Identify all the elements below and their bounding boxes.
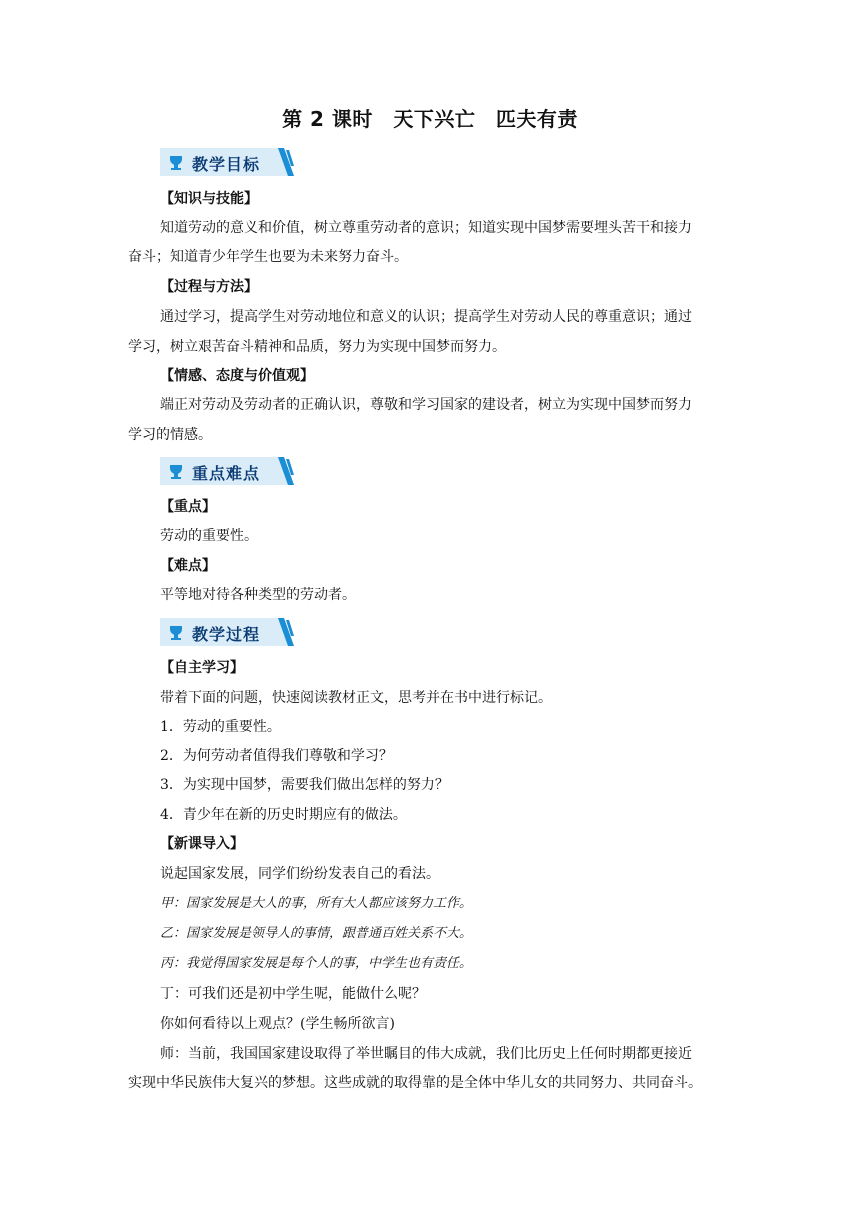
paragraph-line: 学习的情感。 [128, 427, 212, 443]
paragraph-line: 平等地对待各种类型的劳动者。 [160, 587, 356, 603]
section-banner-process [160, 618, 294, 646]
paragraph-line: 说起国家发展，同学们纷纷发表自己的看法。 [160, 866, 440, 882]
dialogue-line: 乙：国家发展是领导人的事情，跟普通百姓关系不大。 [160, 926, 473, 941]
section-banner-goals [160, 148, 294, 176]
paragraph-line: 端正对劳动及劳动者的正确认识，尊敬和学习国家的建设者，树立为实现中国梦而努力 [160, 397, 692, 413]
banner-label: 教学目标 [192, 155, 261, 174]
heading-self-study: 【自主学习】 [160, 660, 244, 676]
dialogue-line: 丙：我觉得国家发展是每个人的事，中学生也有责任。 [160, 956, 473, 971]
paragraph-line: 学习，树立艰苦奋斗精神和品质，努力为实现中国梦而努力。 [128, 339, 506, 355]
dialogue-line: 丁：可我们还是初中学生呢，能做什么呢？ [160, 986, 426, 1002]
banner-label: 重点难点 [192, 464, 261, 483]
question-item: 2．为何劳动者值得我们尊敬和学习？ [160, 748, 393, 764]
section-banner-key [160, 457, 294, 485]
paragraph-line: 实现中华民族伟大复兴的梦想。这些成就的取得靠的是全体中华儿女的共同努力、共同奋斗。 [128, 1075, 702, 1091]
heading-new-lesson: 【新课导入】 [160, 836, 244, 852]
paragraph-line: 奋斗；知道青少年学生也要为未来努力奋斗。 [128, 249, 408, 265]
question-item: 3．为实现中国梦，需要我们做出怎样的努力？ [160, 777, 449, 793]
heading-difficulty: 【难点】 [160, 558, 216, 574]
heading-process-method: 【过程与方法】 [160, 279, 258, 295]
lesson-title: 第 2 课时 天下兴亡 匹夫有责 [282, 107, 578, 131]
heading-emotion: 【情感、态度与价值观】 [160, 368, 314, 384]
paragraph-line: 带着下面的问题，快速阅读教材正文，思考并在书中进行标记。 [160, 690, 552, 706]
paragraph-line: 通过学习，提高学生对劳动地位和意义的认识；提高学生对劳动人民的尊重意识；通过 [160, 309, 692, 325]
question-item: 1．劳动的重要性。 [160, 719, 281, 735]
paragraph-line: 知道劳动的意义和价值，树立尊重劳动者的意识；知道实现中国梦需要埋头苦干和接力 [160, 220, 692, 236]
paragraph-line: 劳动的重要性。 [160, 528, 258, 544]
banner-label: 教学过程 [192, 625, 261, 644]
question-item: 4．青少年在新的历史时期应有的做法。 [160, 807, 407, 823]
heading-knowledge: 【知识与技能】 [160, 191, 258, 207]
dialogue-line: 甲：国家发展是大人的事，所有大人都应该努力工作。 [160, 896, 473, 911]
paragraph-line: 师：当前，我国国家建设取得了举世瞩目的伟大成就，我们比历史上任何时期都更接近 [160, 1046, 692, 1062]
heading-key-point: 【重点】 [160, 499, 216, 515]
paragraph-line: 你如何看待以上观点？(学生畅所欲言) [160, 1016, 395, 1032]
